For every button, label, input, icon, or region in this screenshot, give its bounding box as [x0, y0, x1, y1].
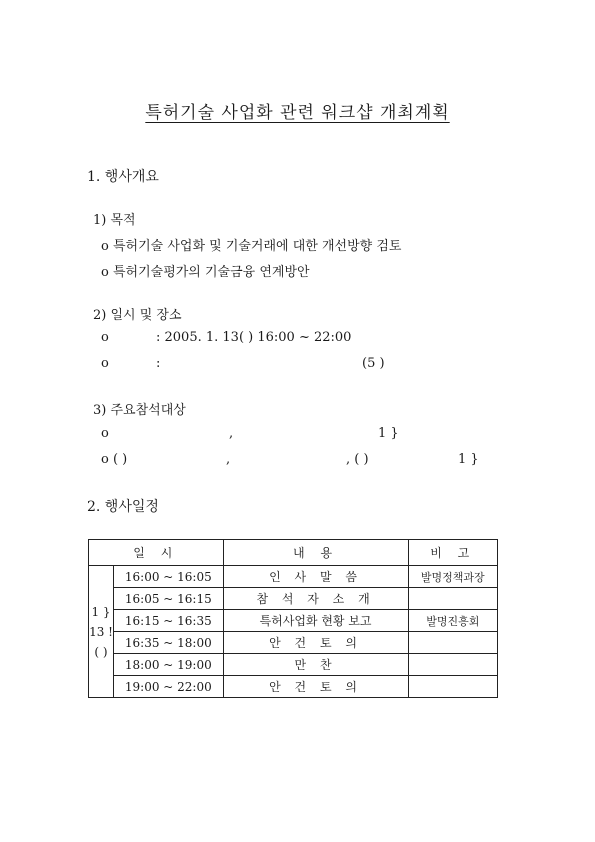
attendee-1-bullet: o	[101, 426, 109, 441]
content-cell: 만 찬	[223, 654, 408, 676]
note-cell	[408, 676, 497, 698]
document-title: 특허기술 사업화 관련 워크샵 개최계획	[145, 103, 450, 123]
note-cell	[408, 588, 497, 610]
purpose-item-2: o 특허기술평가의 기술금융 연계방안	[101, 265, 310, 280]
attendee-1-comma: ,	[229, 426, 234, 441]
purpose-item-1: o 특허기술 사업화 및 기술거래에 대한 개선방향 검토	[101, 239, 402, 254]
place-bullet: o	[101, 356, 109, 371]
header-datetime: 일 시	[89, 540, 224, 566]
attendee-2-count: 1 }	[458, 452, 479, 467]
day-line-2: 13 !	[89, 624, 113, 639]
time-cell: 16:00 ~ 16:05	[114, 566, 224, 588]
day-line-1: 1 }	[91, 604, 111, 619]
table-row	[89, 610, 498, 632]
time-cell: 18:00 ~ 19:00	[114, 654, 224, 676]
note-cell: 발명진흥회	[408, 610, 497, 632]
content-cell: 인 사 말 씀	[223, 566, 408, 588]
time-cell: 16:05 ~ 16:15	[114, 588, 224, 610]
note-cell: 발명정책과장	[408, 566, 497, 588]
content-cell: 특허사업화 현황 보고	[223, 610, 408, 632]
table-row	[89, 632, 498, 654]
table-row	[89, 654, 498, 676]
table-row	[89, 566, 498, 588]
datetime-place-heading: 2) 일시 및 장소	[93, 308, 182, 323]
schedule-header-row	[89, 540, 498, 566]
attendees-heading: 3) 주요참석대상	[93, 403, 186, 418]
attendee-2-comma: ,	[226, 452, 231, 467]
note-cell	[408, 632, 497, 654]
time-cell: 19:00 ~ 22:00	[114, 676, 224, 698]
attendee-2-bullet: o ( )	[101, 452, 128, 467]
purpose-heading: 1) 목적	[93, 213, 136, 228]
place-colon: :	[156, 356, 161, 371]
datetime-bullet: o	[101, 330, 109, 345]
attendee-1-count: 1 }	[378, 426, 399, 441]
time-cell: 16:15 ~ 16:35	[114, 610, 224, 632]
time-cell: 16:35 ~ 18:00	[114, 632, 224, 654]
content-cell: 안 건 토 의	[223, 632, 408, 654]
header-content: 내 용	[223, 540, 408, 566]
table-row	[89, 676, 498, 698]
day-line-3: ( )	[94, 644, 108, 659]
attendee-2-paren: , ( )	[346, 452, 369, 467]
note-cell	[408, 654, 497, 676]
place-extra: (5 )	[362, 356, 385, 371]
section-schedule-heading: 2. 행사일정	[87, 499, 159, 515]
header-note: 비 고	[408, 540, 497, 566]
datetime-value: : 2005. 1. 13( ) 16:00 ~ 22:00	[156, 330, 352, 345]
day-cell	[89, 566, 114, 698]
content-cell: 안 건 토 의	[223, 676, 408, 698]
table-row	[89, 588, 498, 610]
schedule-table	[88, 539, 498, 698]
content-cell: 참 석 자 소 개	[223, 588, 408, 610]
section-overview-heading: 1. 행사개요	[87, 169, 159, 185]
